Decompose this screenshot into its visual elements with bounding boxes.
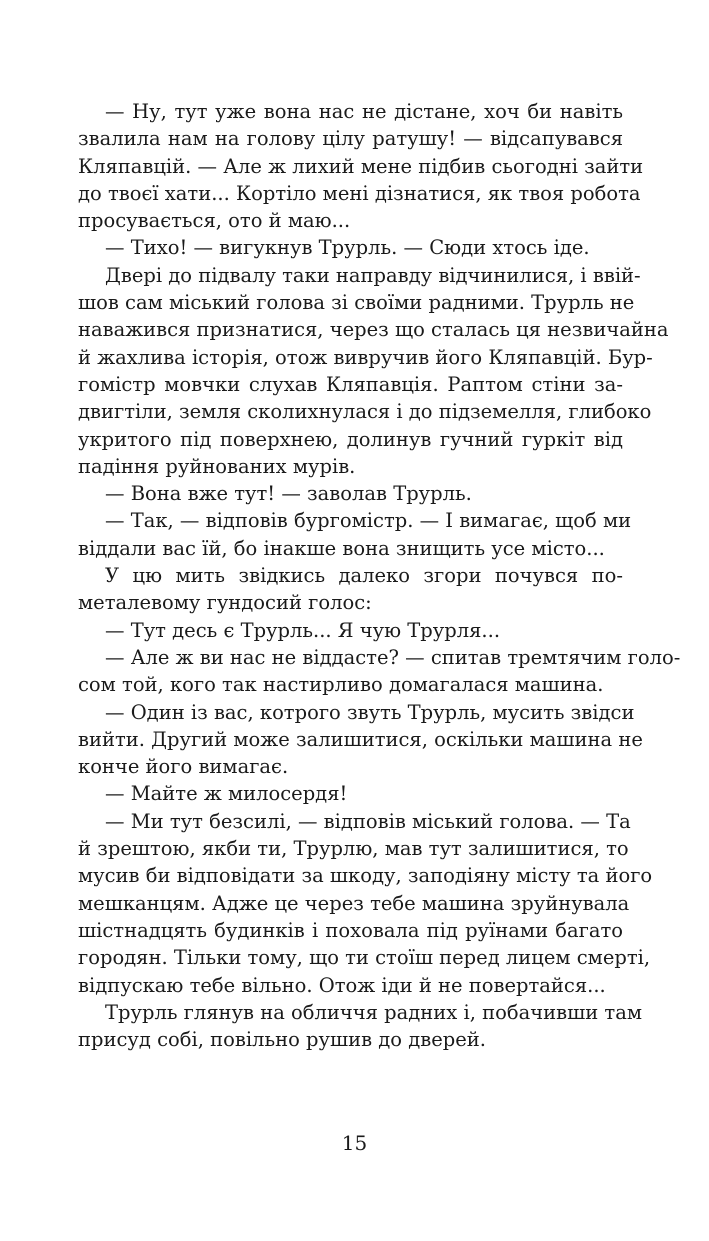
text-line: Двері до підвалу таки направду відчинилися, і ввій-	[105, 263, 641, 287]
text-line: мешканцям. Адже це через тебе машина зруйнувала	[78, 891, 630, 915]
text-line: відпускаю тебе вільно. Отож іди й не повертайся...	[78, 973, 606, 997]
text-line: Кляпавцій. — Але ж лихий мене підбив сьогодні зайти	[78, 154, 644, 178]
text-line: двигтіли, земля сколихнулася і до підземелля, глибоко	[78, 400, 652, 424]
text-line: присуд собі, повільно рушив до дверей.	[78, 1028, 486, 1052]
text-line: падіння руйнованих мурів.	[78, 454, 356, 478]
text-line: — Тут десь є Трурль... Я чую Трурля...	[105, 618, 501, 642]
text-line: У цю мить звідкись далеко згори почувся по-	[105, 564, 623, 588]
text-line: вийти. Другий може залишитися, оскільки машина не	[78, 727, 643, 751]
text-line: шов сам міський голова зі своїми радними. Трурль не	[78, 291, 635, 315]
text-line: шістнадцять будинків і поховала під руїнами багато	[78, 918, 623, 942]
text-line: — Один із вас, котрого звуть Трурль, мусить звідси	[105, 700, 635, 724]
text-line: — Вона вже тут! — заволав Трурль.	[105, 482, 472, 506]
text-line: металевому гундосий голос:	[78, 591, 372, 615]
text-line: — Але ж ви нас не віддасте? — спитав тремтячим голо-	[105, 645, 681, 669]
text-line: конче його вимагає.	[78, 755, 289, 779]
text-line: й зрештою, якби ти, Трурлю, мав тут залишитися, то	[78, 837, 629, 861]
text-line: мусив би відповідати за шкоду, заподіяну місту та його	[78, 864, 653, 888]
text-line: — Ми тут безсилі, — відповів міський голова. — Та	[105, 809, 631, 833]
text-line: — Майте ж милосердя!	[105, 782, 348, 806]
text-line: просувається, ото й маю...	[78, 209, 351, 233]
text-line: Трурль глянув на обличчя радних і, побачивши там	[105, 1000, 642, 1024]
text-line: укритого під поверхнею, долинув гучний гуркіт від	[78, 427, 623, 451]
page-text-body	[78, 98, 681, 1053]
text-line: до твоєї хати... Кортіло мені дізнатися, як твоя робота	[78, 181, 641, 205]
page-number: 15	[341, 1131, 368, 1155]
text-line: й жахлива історія, отож вивручив його Кляпавцій. Бур-	[78, 345, 653, 369]
text-line: — Так, — відповів бургомістр. — І вимагає, щоб ми	[105, 509, 632, 533]
text-line: звалила нам на голову цілу ратушу! — відсапувався	[78, 127, 623, 151]
text-line: гомістр мовчки слухав Кляпавція. Раптом стіни за-	[78, 372, 623, 396]
text-line: сом той, кого так настирливо домагалася машина.	[78, 673, 604, 697]
text-line: наважився признатися, через що сталась ця незвичайна	[78, 318, 669, 342]
text-line: городян. Тільки тому, що ти стоїш перед лицем смерті,	[78, 946, 651, 970]
text-line: віддали вас їй, бо інакше вона знищить усе місто...	[78, 536, 605, 560]
text-line: — Тихо! — вигукнув Трурль. — Сюди хтось іде.	[105, 236, 590, 260]
text-line: — Ну, тут уже вона нас не дістане, хоч би навіть	[105, 100, 623, 123]
